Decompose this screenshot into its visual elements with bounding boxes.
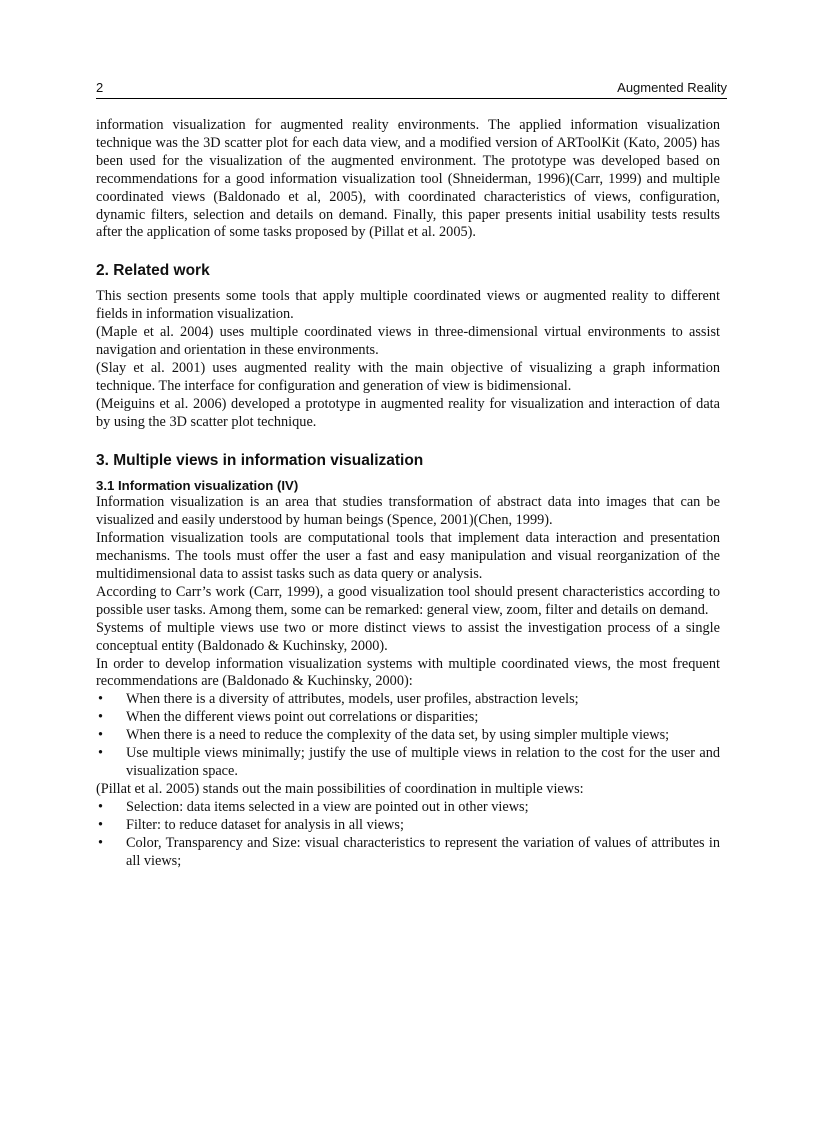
list-item: • When the different views point out correlations or disparities; [98,709,479,726]
bullet-icon: • [98,691,104,708]
subsection-3-1-heading: 3.1 Information visualization (IV) [96,478,299,494]
section-3-paragraph: According to Carr’s work (Carr, 1999), a good visualization tool should present characteristics according to possible user tasks. Among them, some can be remarked: general view, zoom, filter and details on demand. [96,583,720,618]
section-3-paragraph: (Pillat et al. 2005) stands out the main possibilities of coordination in multiple views: [96,780,584,797]
intro-paragraph: information visualization for augmented reality environments. The applied information visualization technique was the 3D scatter plot for each data view, and a modified version of ARToolKit (Kato, 2005) has been used for the visualization of the augmented environment. The prototype was developed based on recommendations for a good information visualization tool (Shneiderman, 1996)(Carr, 1999) and multiple coordinated views (Baldonado et al, 2005), with coordinated characteristics of views, configuration, dynamic filters, selection and details on demand. Finally, this paper presents initial usability tests results after the application of some tasks proposed by (Pillat et al. 2005). [96,117,720,241]
section-3-heading: 3. Multiple views in information visualization [96,451,424,469]
section-2-heading: 2. Related work [96,262,210,280]
page-number: 2 [96,80,104,95]
list-item: • Color, Transparency and Size: visual characteristics to represent the variation of values of attributes in all views; [98,834,720,869]
list-item: • When there is a diversity of attributes, models, user profiles, abstraction levels; [98,691,579,708]
list-item: • Use multiple views minimally; justify the use of multiple views in relation to the cost for the user and visualization space. [98,745,720,779]
running-title: Augmented Reality [617,80,727,95]
section-3-paragraph: Systems of multiple views use two or more distinct views to assist the investigation process of a single conceptual entity (Baldonado & Kuchinsky, 2000). [96,619,720,654]
section-2-paragraph: (Maple et al. 2004) uses multiple coordinated views in three-dimensional virtual environments to assist navigation and orientation in these environments. [96,324,720,358]
bullet-icon: • [98,816,104,833]
section-3-paragraph: Information visualization tools are computational tools that implement data interaction and presentation mechanisms. The tools must offer the user a fast and easy manipulation and visual reorganization of the multidimensional data to assist tasks such as data query or analysis. [96,530,720,583]
list-item: • Selection: data items selected in a view are pointed out in other views; [98,798,529,815]
recommendations-list [96,691,720,781]
running-header [96,80,727,99]
bullet-icon: • [98,834,104,851]
bullet-icon: • [98,709,104,726]
section-2-paragraph: This section presents some tools that apply multiple coordinated views or augmented reality to different fields in information visualization. [96,288,720,323]
section-3-paragraph: Information visualization is an area that studies transformation of abstract data into images that can be visualized and easily understood by human beings (Spence, 2001)(Chen, 1999). [96,494,720,529]
bullet-icon: • [98,798,104,815]
list-item: • Filter: to reduce dataset for analysis in all views; [98,816,404,833]
coordination-list [96,799,720,871]
list-item: • When there is a need to reduce the complexity of the data set, by using simpler multiple views; [98,727,670,744]
bullet-icon: • [98,727,104,744]
section-3-paragraph: In order to develop information visualization systems with multiple coordinated views, the most frequent recommendations are (Baldonado & Kuchinsky, 2000): [96,655,720,690]
section-2-paragraph: (Slay et al. 2001) uses augmented reality with the main objective of visualizing a graph information technique. The interface for configuration and generation of view is bidimensional. [96,359,720,394]
bullet-icon: • [98,745,104,762]
body-text [96,117,720,870]
section-2-paragraph: (Meiguins et al. 2006) developed a prototype in augmented reality for visualization and interaction of data by using the 3D scatter plot technique. [96,395,720,430]
